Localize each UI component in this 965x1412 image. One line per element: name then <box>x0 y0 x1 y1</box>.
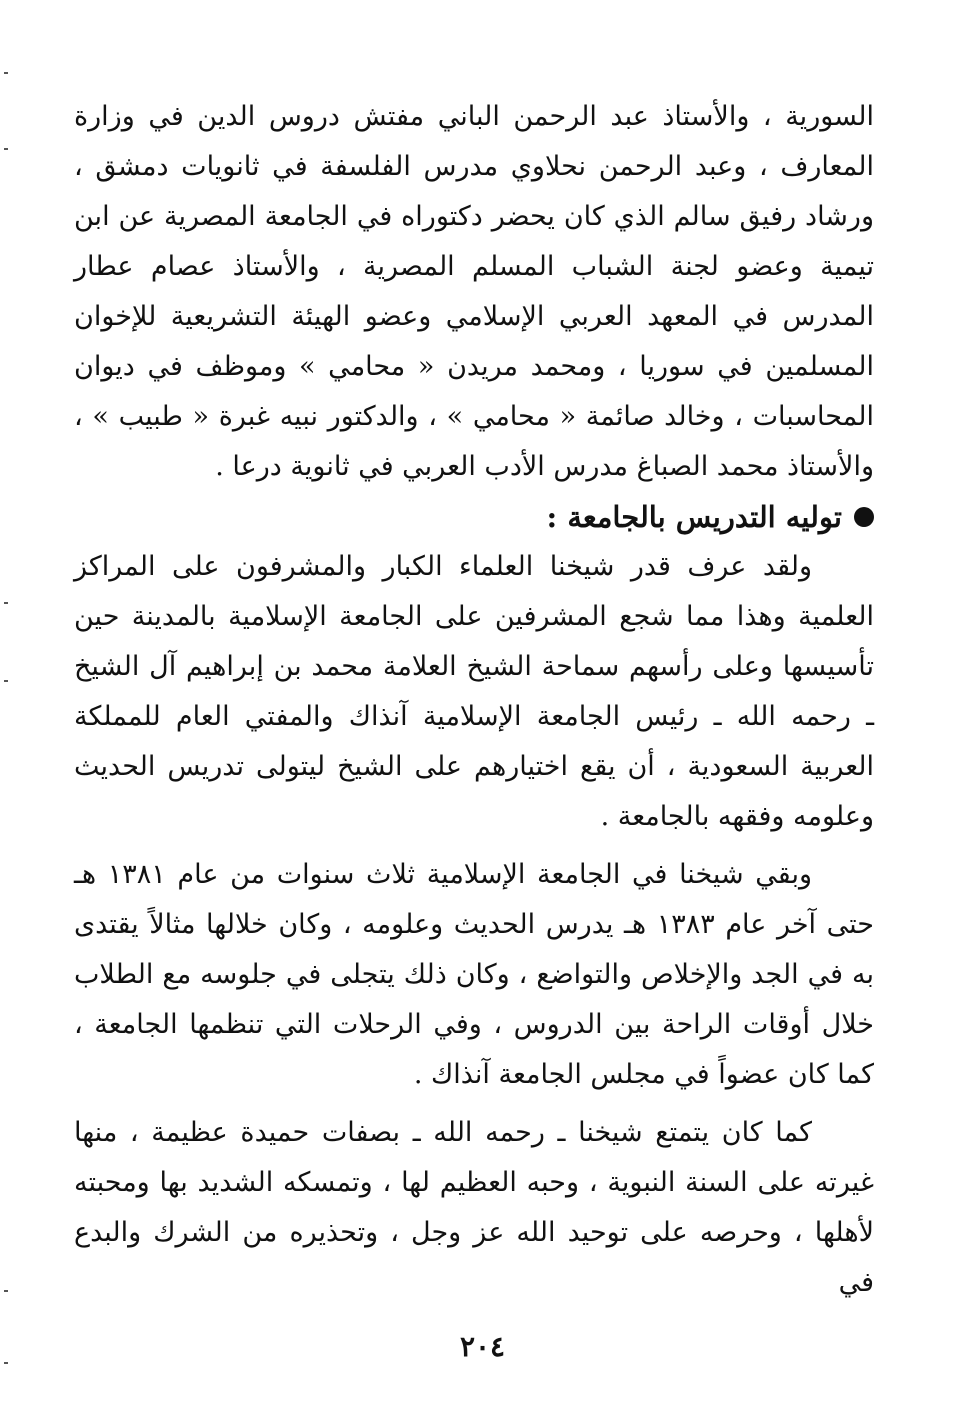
scan-mark <box>4 148 8 150</box>
scan-mark <box>4 72 8 74</box>
paragraph: وبقي شيخنا في الجامعة الإسلامية ثلاث سنوات من عام ١٣٨١ هـ حتى آخر عام ١٣٨٣ هـ يدرس الحديث وعلومه ، وكان خلالها مثالاً يقتدى به في الجد والإخلاص والتواضع ، وكان ذلك يتجلى في جلوسه مع الطلاب خلال أوقات الراحة بين الدروس ، وفي الرحلات التي تنظمها الجامعة ، كما كان عضواً في مجلس الجامعة آنذاك . <box>74 859 874 1090</box>
paragraph-continued: السورية ، والأستاذ عبد الرحمن الباني مفتش دروس الدين في وزارة المعارف ، وعبد الرحمن نحلاوي مدرس الفلسفة في ثانويات دمشق ، ورشاد رفيق سالم الذي كان يحضر دكتوراه في الجامعة المصرية عن ابن تيمية وعضو لجنة الشباب المسلم المصرية ، والأستاذ عصام عطار المدرس في المعهد العربي الإسلامي وعضو الهيئة التشريعية للإخوان المسلمين في سوريا ، ومحمد مريدن « محامي » وموظف في ديوان المحاسبات ، وخالد صائمة « محامي » ، والدكتور نبيه غبرة « طبيب » ، والأستاذ محمد الصباغ مدرس الأدب العربي في ثانوية درعا . <box>74 101 874 482</box>
paragraph: ولقد عرف قدر شيخنا العلماء الكبار والمشرفون على المراكز العلمية وهذا مما شجع المشرفين على الجامعة الإسلامية بالمدينة حين تأسيسها وعلى رأسهم سماحة الشيخ العلامة محمد بن إبراهيم آل الشيخ ـ رحمه الله ـ رئيس الجامعة الإسلامية آنذاك والمفتي العام للمملكة العربية السعودية ، أن يقع اختيارهم على الشيخ ليتولى تدريس الحديث وعلومه وفقهه بالجامعة . <box>74 551 875 832</box>
scan-mark <box>4 602 8 604</box>
paragraph: كما كان يتمتع شيخنا ـ رحمه الله ـ بصفات حميدة عظيمة ، منها غيرته على السنة النبوية ، وحبه العظيم لها ، وتمسكه الشديد بها ومحبته لأهلها ، وحرصه على توحيد الله عز وجل ، وتحذيره من الشرك والبدع في <box>74 1117 874 1298</box>
bullet-icon <box>854 507 874 527</box>
section-heading <box>74 492 874 542</box>
document-page <box>74 92 874 1308</box>
scan-mark <box>4 1290 8 1292</box>
scan-mark <box>4 680 8 682</box>
page-number: ٢٠٤ <box>459 1330 506 1363</box>
section-heading-text: توليه التدريس بالجامعة : <box>546 500 842 534</box>
